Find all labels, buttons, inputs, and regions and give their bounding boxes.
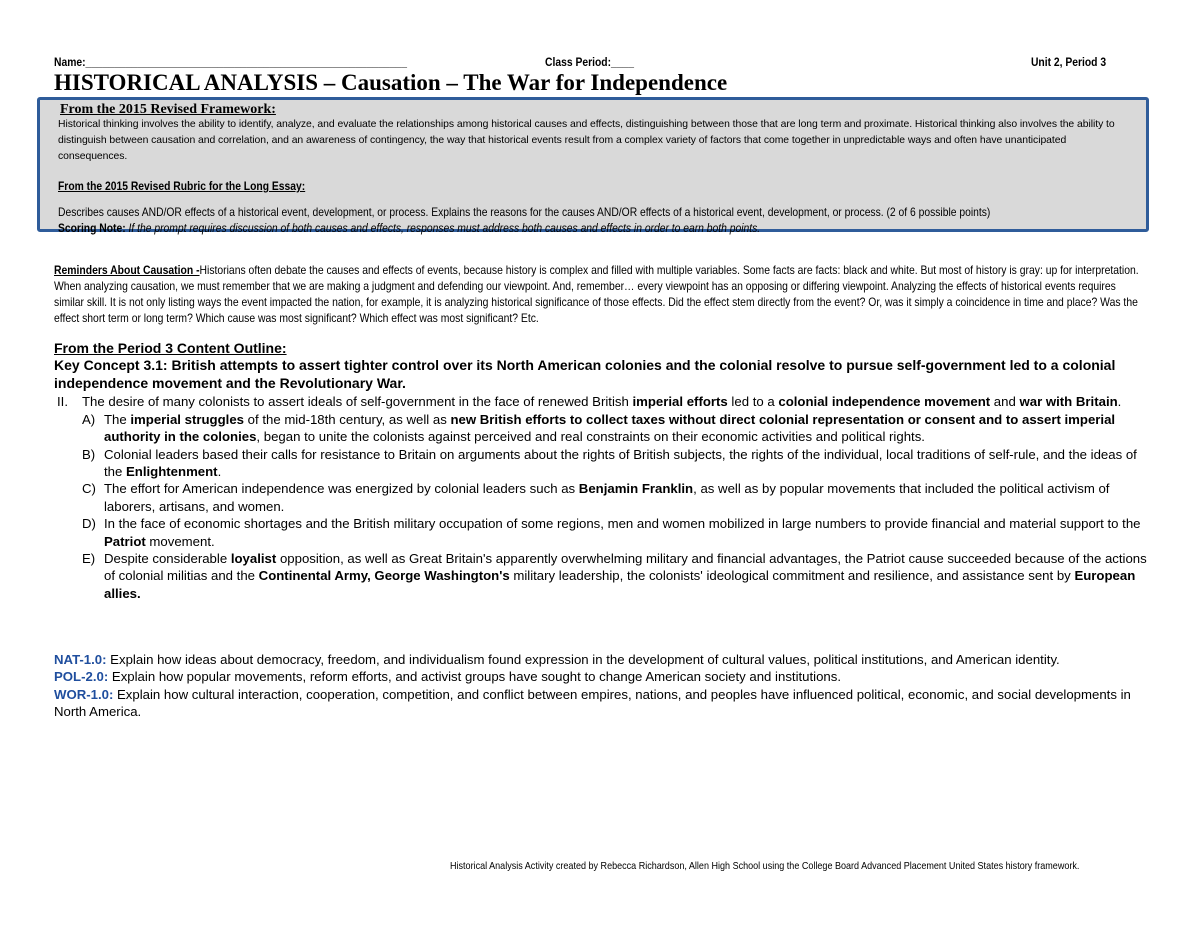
reminders-heading: Reminders About Causation - — [54, 263, 200, 277]
theme-wor: WOR-1.0: Explain how cultural interaction, cooperation, competition, and conflict between empires, nations, and peoples have influenced political, economic, and social developments in North America. — [54, 686, 1131, 720]
page-title: HISTORICAL ANALYSIS – Causation – The War for Independence — [54, 70, 728, 95]
item-letter: B) — [82, 446, 96, 462]
theme-pol: POL-2.0: Explain how popular movements, reform efforts, and activist groups have sought to change American society and institutions. — [54, 669, 842, 685]
item-letter: C) — [82, 481, 96, 497]
footer-credit: Historical Analysis Activity created by Rebecca Richardson, Allen High School using the College Board Advanced Placement United States history framework. — [450, 860, 1080, 872]
item-letter: D) — [82, 516, 96, 532]
outline-item-a-text: The imperial struggles of the mid-18th century, as well as new British efforts to collect taxes without direct colonial representation or consent and to assert imperial authority in the colonies, began to unite the colonists against perceived and real constraints on their economic activities and political rights. — [104, 411, 1116, 445]
outline-item-ii-text: The desire of many colonists to assert ideals of self-government in the face of renewed British imperial efforts led to a colonial independence movement and war with Britain. — [82, 394, 1122, 410]
scoring-note — [58, 220, 1142, 236]
theme-nat: NAT-1.0: Explain how ideas about democracy, freedom, and individualism found expression in the development of cultural values, political institutions, and American identity. — [54, 652, 1060, 667]
header-row — [54, 55, 1146, 71]
outline-item-c — [82, 480, 1149, 515]
outline-item-c-text: The effort for American independence was energized by colonial leaders such as Benjamin Franklin, as well as by popular movements that included the political activism of laborers, artisans, and women. — [104, 481, 1110, 514]
key-concept: Key Concept 3.1: British attempts to assert tighter control over its North American colonies and the colonial resolve to pursue self-government led to a colonial independence movement and the Revolutionary War. — [54, 357, 1116, 391]
framework-text: Historical thinking involves the ability to identify, analyze, and evaluate the relationships among historical causes and effects, distinguishing between those that are long term and proximate. Historical thinking also involves the ability to distinguish between causation and correlation, and an awareness of contingency, the way that historical events result from a complex variety of factors that come together in unpredictable ways and often have unanticipated consequences. — [58, 119, 1115, 162]
outline-item-b-text: Colonial leaders based their calls for resistance to Britain on arguments about the rights of British subjects, the rights of the individual, local traditions of self-rule, and the ideas of the Enlightenment. — [104, 446, 1137, 480]
worksheet-page — [54, 55, 1147, 720]
rubric-text: Describes causes AND/OR effects of a historical event, development, or process. Explains the reasons for the causes AND/OR effects of a historical event, development, or process. (2 of 6 possible points) — [58, 205, 991, 219]
rubric-heading: From the 2015 Revised Rubric for the Long Essay: — [58, 179, 306, 193]
outline-item-ii — [54, 393, 1149, 410]
outline-item-d — [82, 515, 1149, 550]
class-period-label: Class Period:____ — [545, 55, 634, 69]
outline-item-e — [82, 550, 1149, 602]
causation-reminders — [54, 262, 1146, 326]
outline-item-d-text: In the face of economic shortages and the British military occupation of some regions, men and women mobilized in large numbers to provide financial and material support to the Patriot movement. — [104, 516, 1141, 549]
framework-heading: From the 2015 Revised Framework: — [60, 102, 276, 117]
unit-label: Unit 2, Period 3 — [1030, 55, 1107, 69]
outline-item-b — [82, 446, 1149, 481]
thematic-learning-objectives — [54, 651, 1149, 721]
outline-item-e-text: Despite considerable loyalist opposition, as well as Great Britain's apparently overwhelming military and financial advantages, the Patriot cause succeeded because of the actions of colonial militias and the Continental Army, George Washington's military leadership, the colonists' ideological commitment and resilience, and assistance sent by European allies. — [104, 551, 1147, 601]
framework-box — [37, 97, 1149, 235]
outline-heading: From the Period 3 Content Outline: — [54, 340, 287, 356]
content-outline — [54, 340, 1149, 602]
item-letter: E) — [82, 551, 96, 567]
scoring-note-text: If the prompt requires discussion of both causes and effects, responses must address both causes and effects in order to earn both points. — [128, 221, 761, 235]
item-letter: A) — [82, 411, 96, 427]
name-field-label: Name:________________________________________________________ — [54, 55, 407, 69]
roman-numeral: II. — [57, 394, 68, 410]
outline-item-a — [82, 411, 1149, 446]
scoring-note-label: Scoring Note: — [58, 221, 126, 235]
reminders-text: Historians often debate the causes and effects of events, because history is complex and filled with multiple variables. Some facts are facts: black and white. But most of history is gray: up for interpretation. When analyzing causation, we must remember that we are making a judgment and defending our viewpoint. And, remember… every viewpoint has an opposing or differing viewpoint. Analyzing the effects of historical events requires similar skill. It is not only listing ways the event impacted the nation, for example, it is analyzing historical significance of those effects. Did the effect stem directly from the event? Or, was it simply a coincidence in time and place? Was the effect short term or long term? Which cause was most significant? Which effect was most significant? Etc. — [54, 263, 1139, 325]
